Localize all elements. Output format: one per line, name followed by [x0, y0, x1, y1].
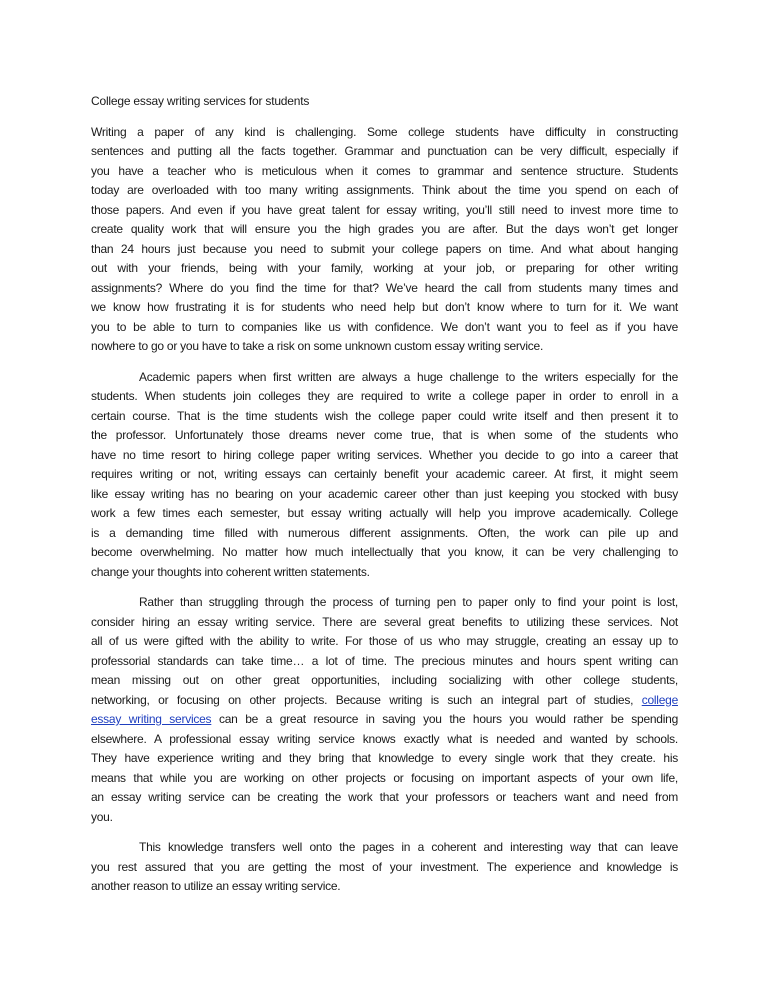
text-line: nowhere to go or you have to take a risk on some unknown custom essay writing service. — [91, 339, 544, 353]
text-line: Writing a paper of any kind is challenging. Some college students have difficulty in constructing — [91, 124, 678, 139]
text-line: than 24 hours just because you need to submit your college papers on time. And what about hanging — [91, 241, 678, 256]
text-line: have no time resort to hiring college paper writing services. Whether you decide to go into a career that — [91, 447, 678, 462]
text-line: Academic papers when first written are always a huge challenge to the writers especially for the — [139, 369, 678, 384]
text-line: you rest assured that you are getting the most of your investment. The experience and knowledge is — [91, 859, 678, 874]
text-line: the professor. Unfortunately those dreams never come true, that is when some of the students who — [91, 428, 678, 442]
text-line: we know how frustrating it is for students who need help but don’t know where to turn for it. We want — [91, 300, 678, 314]
text-line: students. When students join colleges they are required to write a college paper in order to enroll in a — [91, 389, 678, 403]
text-line: mean missing out on other great opportunities, including socializing with other college students, — [91, 673, 678, 687]
text-line: an essay writing service can be creating the work that your professors or teachers want and need from — [91, 790, 678, 804]
text-line: you. — [91, 809, 113, 824]
text-line: requires writing or not, writing essays can certainly benefit your academic career. At first, it might seem — [91, 467, 678, 481]
text-line: another reason to utilize an essay writing service. — [91, 879, 341, 893]
document-page — [91, 92, 678, 908]
text-line: those papers. And even if you have great talent for essay writing, you’ll still need to invest more time to — [91, 202, 678, 217]
text-line: professorial standards can take time… a lot of time. The precious minutes and hours spent writing can — [91, 653, 678, 668]
text-line: assignments? Where do you find the time for that? We’ve heard the call from students many times and — [91, 280, 678, 295]
paragraph — [91, 593, 678, 827]
essay-services-link[interactable]: essay writing services — [91, 712, 212, 726]
text-line: sentences and putting all the facts together. Grammar and punctuation can be very difficult, especially if — [91, 144, 678, 158]
text-line: you have a teacher who is meticulous when it comes to grammar and sentence structure. Students — [91, 163, 678, 178]
text-line: change your thoughts into coherent written statements. — [91, 564, 370, 579]
text-line: become overwhelming. No matter how much intellectually that you know, it can be very challenging to — [91, 545, 678, 559]
line-text: can be a great resource in saving you the hours you would rather be spending — [218, 712, 678, 726]
text-line: This knowledge transfers well onto the pages in a coherent and interesting way that can leave — [139, 840, 678, 854]
paragraph — [91, 123, 678, 357]
text-line: out with your friends, being with your family, working at your job, or preparing for other writing — [91, 261, 678, 275]
text-line: work a few times each semester, but essay writing actually will help you improve academically. College — [91, 506, 678, 520]
line-text: networking, or focusing on other projects. Because writing is such an integral part of studies, — [91, 692, 634, 707]
paragraph — [91, 838, 678, 897]
text-line — [91, 691, 678, 711]
text-line: Rather than struggling through the process of turning pen to paper only to find your point is lost, — [139, 595, 678, 609]
text-line: you to be able to turn to companies like us with confidence. We don’t want you to feel as if you have — [91, 319, 678, 334]
text-line: create quality work that will ensure you the high grades you are after. But the days won’t get longer — [91, 222, 678, 236]
text-line: today are overloaded with too many writing assignments. Think about the time you spend on each of — [91, 183, 678, 197]
text-line — [91, 710, 678, 730]
text-line: all of us were gifted with the ability to write. For those of us who may struggle, creating an essay up to — [91, 634, 678, 648]
document-title: College essay writing services for students — [91, 94, 310, 108]
text-line: certain course. That is the time students wish the college paper could write itself and then present it to — [91, 408, 678, 423]
text-line: like essay writing has no bearing on your academic career other than just keeping you stocked with busy — [91, 486, 678, 501]
text-line: means that while you are working on other projects or focusing on important aspects of your own life, — [91, 770, 678, 785]
text-line: is a demanding time filled with numerous different assignments. Often, the work can pile up and — [91, 525, 678, 540]
paragraph — [91, 368, 678, 583]
text-line: They have experience writing and they bring that knowledge to every single work that they create. his — [91, 751, 678, 765]
document-body — [91, 123, 678, 897]
text-line: elsewhere. A professional essay writing service knows exactly what is needed and wanted by schools. — [91, 731, 678, 746]
essay-services-link[interactable]: college — [641, 692, 678, 707]
text-line: consider hiring an essay writing service. There are several great benefits to utilizing these services. Not — [91, 614, 678, 629]
